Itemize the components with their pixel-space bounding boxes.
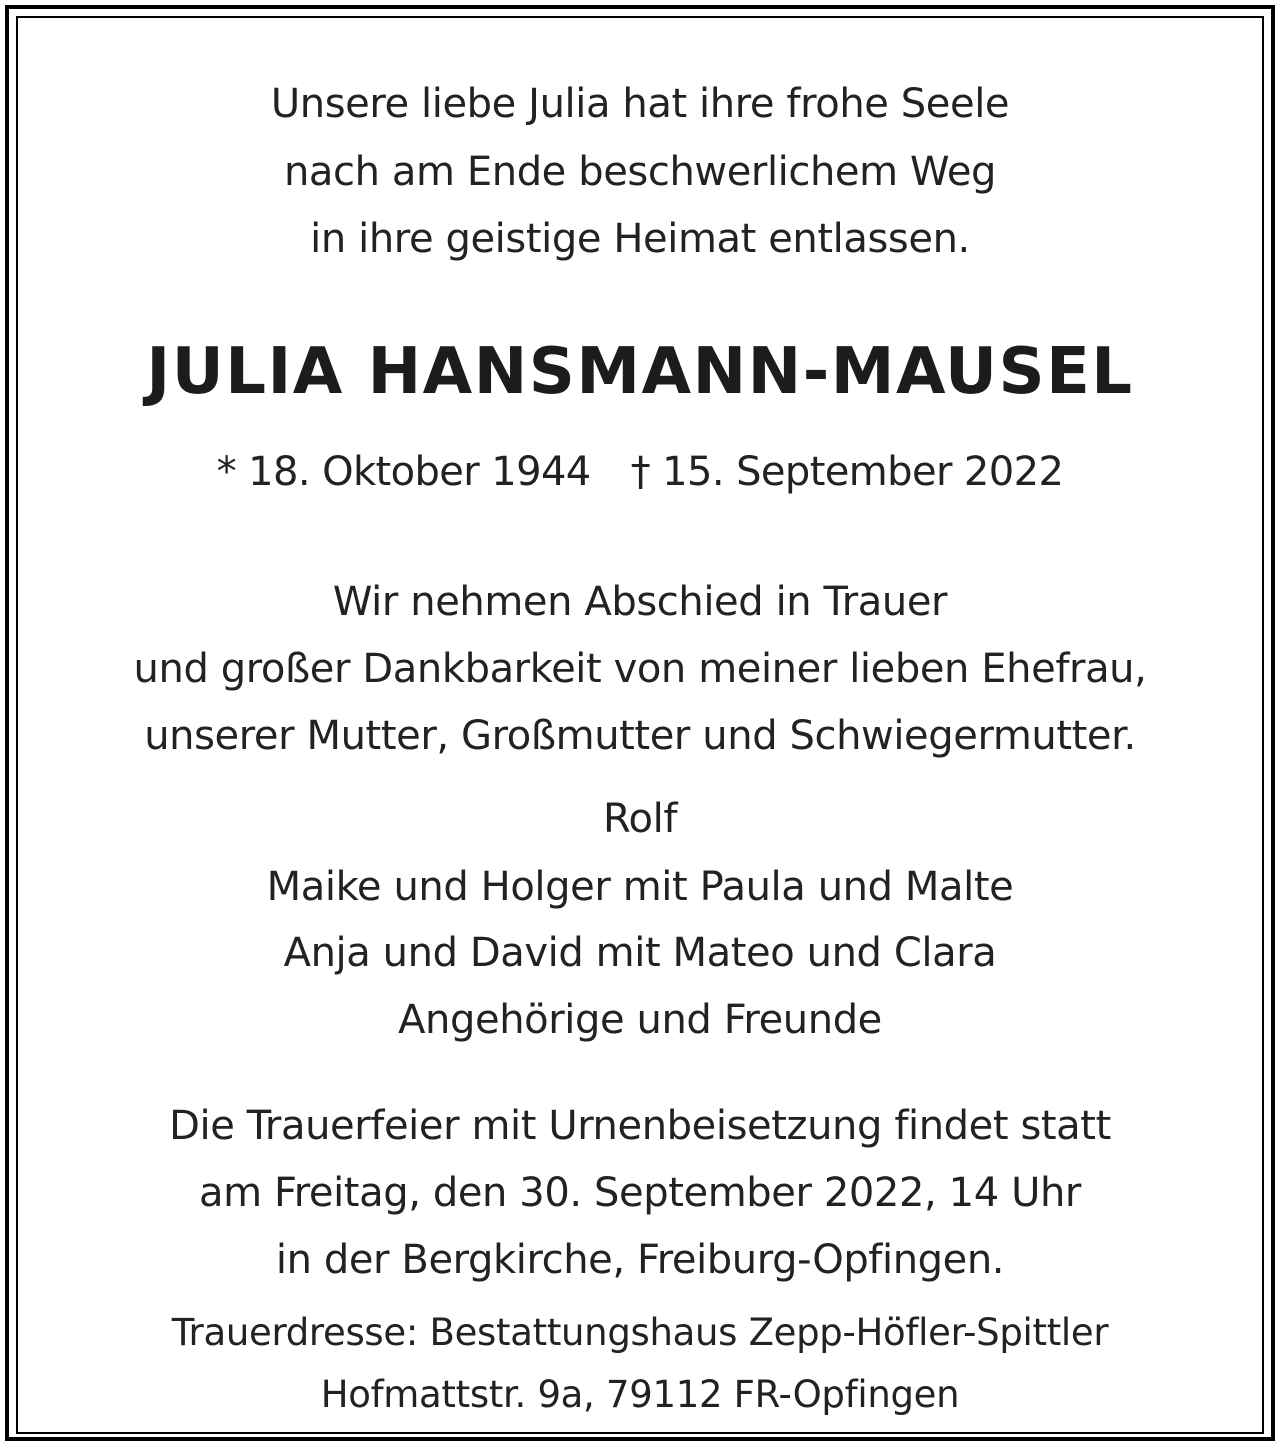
service-line-3: in der Bergkirche, Freiburg-Opfingen. [275, 1237, 1005, 1283]
obituary-content [22, 22, 1258, 1432]
mourner-line-1: Rolf [602, 796, 678, 842]
service-line-1: Die Trauerfeier mit Urnenbeisetzung findet statt [169, 1103, 1111, 1149]
deceased-name: JULIA HANSMANN-MAUSEL [146, 335, 1134, 409]
farewell-line-2: und großer Dankbarkeit von meiner lieben Ehefrau, [133, 646, 1147, 692]
death-date: † 15. September 2022 [630, 449, 1064, 495]
life-dates [22, 449, 1258, 495]
address-line-1: Trauerdresse: Bestattungshaus Zepp-Höfler-Spittler [171, 1311, 1109, 1354]
service-line-2: am Freitag, den 30. September 2022, 14 Uhr [199, 1170, 1081, 1216]
birth-date: * 18. Oktober 1944 [216, 449, 591, 495]
intro-line-2: nach am Ende beschwerlichem Weg [283, 149, 997, 195]
intro-line-3: in ihre geistige Heimat entlassen. [310, 216, 970, 262]
address-line-2: Hofmattstr. 9a, 79112 FR-Opfingen [320, 1373, 960, 1416]
mourner-line-4: Angehörige und Freunde [398, 997, 882, 1043]
mourner-line-2: Maike und Holger mit Paula und Malte [266, 864, 1014, 910]
farewell-line-1: Wir nehmen Abschied in Trauer [332, 579, 948, 625]
farewell-line-3: unserer Mutter, Großmutter und Schwiegermutter. [144, 713, 1136, 759]
intro-line-1: Unsere liebe Julia hat ihre frohe Seele [270, 81, 1010, 127]
mourner-line-3: Anja und David mit Mateo und Clara [283, 930, 997, 976]
